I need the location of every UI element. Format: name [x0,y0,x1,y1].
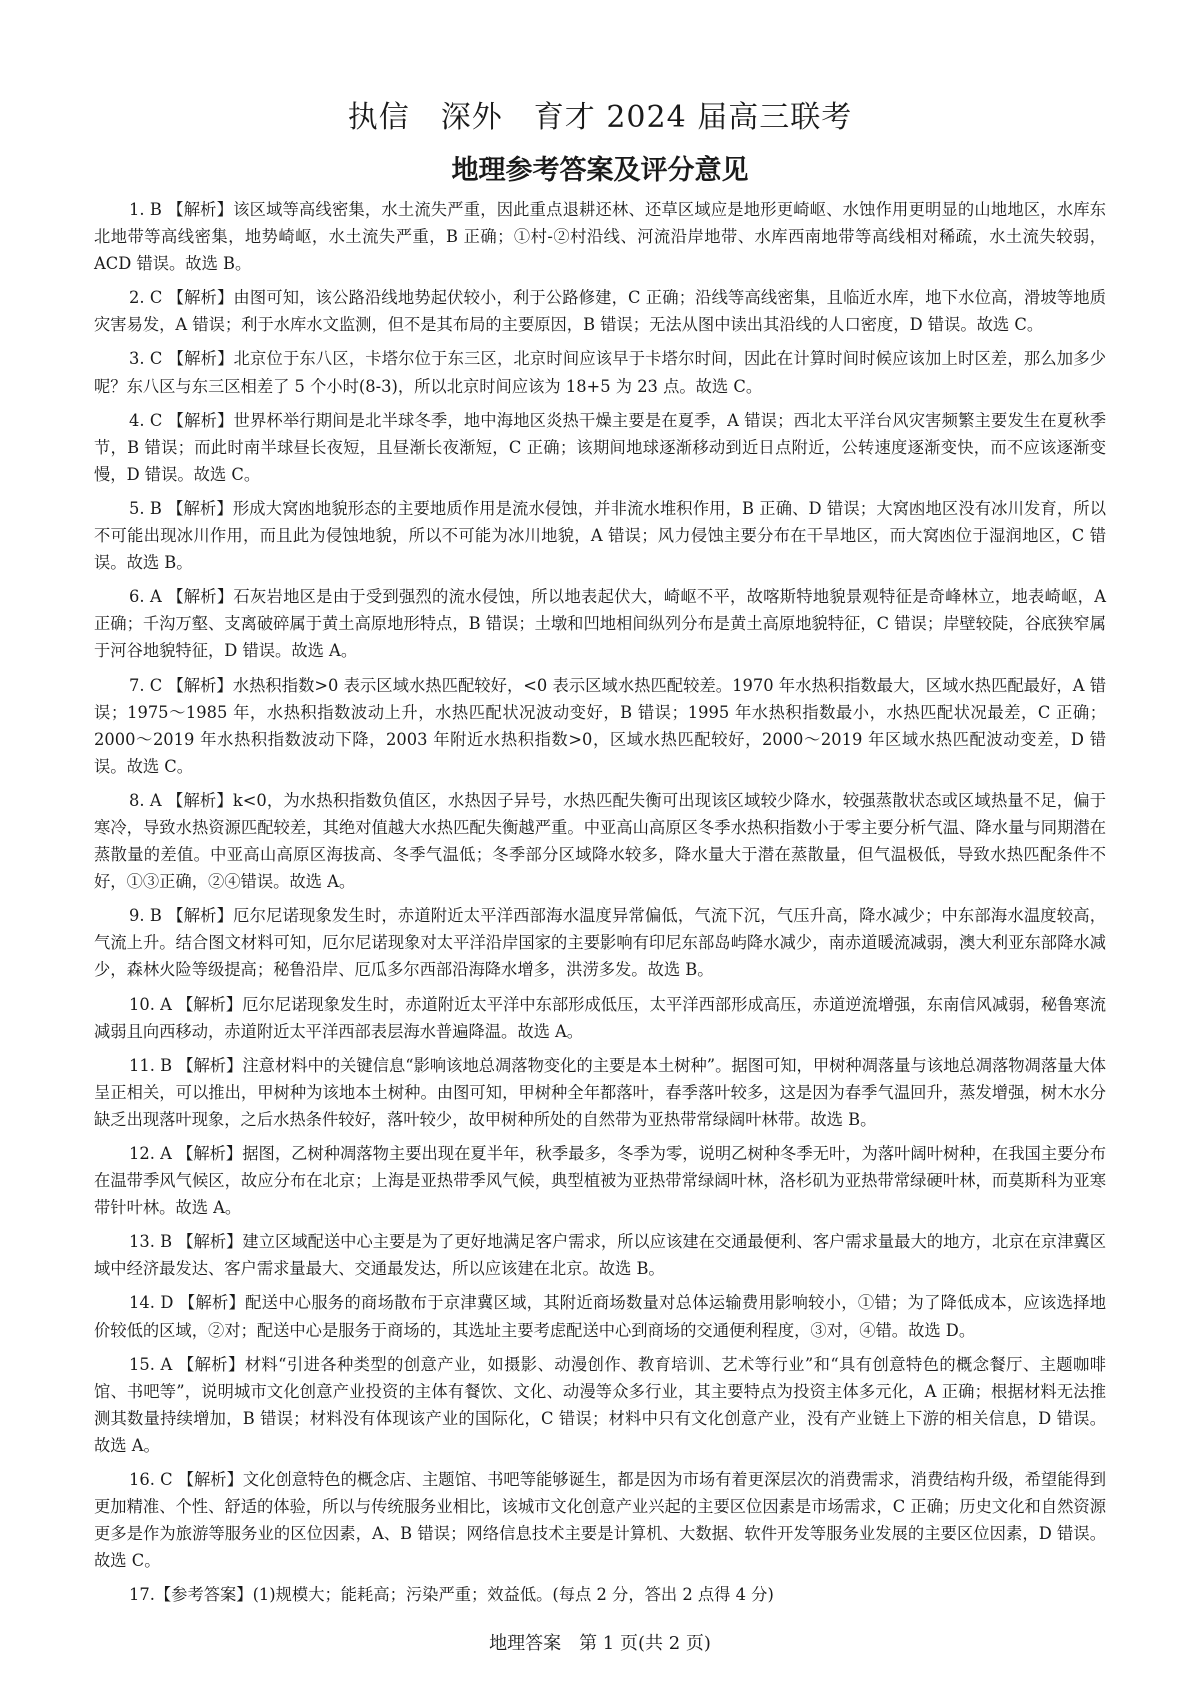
answer-list [94,196,1106,1616]
answer-item-11: 11. B 【解析】注意材料中的关键信息“影响该地总凋落物变化的主要是本土树种”。据图可知，甲树种凋落量与该地总凋落物凋落量大体呈正相关，可以推出，甲树种为该地本土树种。由图可知，甲树种全年都落叶，春季落叶较多，这是因为春季气温回升，蒸发增强，树木水分缺乏出现落叶现象，之后水热条件较好，落叶较少，故甲树种所处的自然带为亚热带常绿阔叶林带。故选 B。 [94,1055,1106,1129]
answer-item-3: 3. C 【解析】北京位于东八区，卡塔尔位于东三区，北京时间应该早于卡塔尔时间，因此在计算时间时候应该加上时区差，那么加多少呢？东八区与东三区相差了 5 个小时(8-3)，所以北京时间应该为 18+5 为 23 点。故选 C。 [94,349,1106,396]
answer-item-10: 10. A 【解析】厄尔尼诺现象发生时，赤道附近太平洋中东部形成低压，太平洋西部形成高压，赤道逆流增强，东南信风减弱，秘鲁寒流减弱且向西移动，赤道附近太平洋西部表层海水普遍降温。故选 A。 [94,994,1106,1041]
answer-item-14: 14. D 【解析】配送中心服务的商场散布于京津冀区域，其附近商场数量对总体运输费用影响较小，①错；为了降低成本，应该选择地价较低的区域，②对；配送中心是服务于商场的，其选址主要考虑配送中心到商场的交通便利程度，③对，④错。故选 D。 [94,1293,1106,1340]
answer-item-7: 7. C 【解析】水热积指数>0 表示区域水热匹配较好，<0 表示区域水热匹配较差。1970 年水热积指数最大，区域水热匹配最好，A 错误；1975～1985 年，水热积指数波动上升，水热匹配状况波动变好，B 错误；1995 年水热积指数最小，水热匹配状况最差，C 正确；2000～2019 年水热积指数波动下降，2003 年附近水热积指数>0，区域水热匹配较好，2000～2019 年区域水热匹配波动变差，D 错误。故选 C。 [94,675,1106,776]
answer-item-2: 2. C 【解析】由图可知，该公路沿线地势起伏较小，利于公路修建，C 正确；沿线等高线密集，且临近水库，地下水位高，滑坡等地质灾害易发，A 错误；利于水库水文监测，但不是其布局的主要原因，B 错误；无法从图中读出其沿线的人口密度，D 错误。故选 C。 [94,288,1106,335]
answer-item-5: 5. B 【解析】形成大窝凼地貌形态的主要地质作用是流水侵蚀，并非流水堆积作用，B 正确、D 错误；大窝凼地区没有冰川发育，所以不可能出现冰川作用，而且此为侵蚀地貌，所以不可能为冰川地貌，A 错误；风力侵蚀主要分布在干旱地区，而大窝凼位于湿润地区，C 错误。故选 B。 [94,498,1106,573]
page-footer: 地理答案 第 1 页(共 2 页) [489,1633,711,1654]
exam-title: 执信 深外 育才 2024 届高三联考 [347,100,853,135]
answer-item-8: 8. A 【解析】k<0，为水热积指数负值区，水热因子异号，水热匹配失衡可出现该区域较少降水，较强蒸散状态或区域热量不足，偏于寒冷，导致水热资源匹配较差，其绝对值越大水热匹配失衡越严重。中亚高山高原区冬季水热积指数小于零主要分析气温、降水量与同期潜在蒸散量的差值。中亚高山高原区海拔高、冬季气温低；冬季部分区域降水较多，降水量大于潜在蒸散量，但气温极低，导致水热匹配条件不好，①③正确，②④错误。故选 A。 [94,790,1106,892]
answer-item-15: 15. A 【解析】材料“引进各种类型的创意产业，如摄影、动漫创作、教育培训、艺术等行业”和“具有创意特色的概念餐厅、主题咖啡馆、书吧等”，说明城市文化创意产业投资的主体有餐饮、文化、动漫等众多行业，其主要特点为投资主体多元化，A 正确；根据材料无法推测其数量持续增加，B 错误；材料没有体现该产业的国际化，C 错误；材料中只有文化创意产业，没有产业链上下游的相关信息，D 错误。故选 A。 [94,1354,1106,1455]
answer-item-17: 17.【参考答案】(1)规模大；能耗高；污染严重；效益低。(每点 2 分，答出 2 点得 4 分) [129,1585,774,1605]
document-subtitle: 地理参考答案及评分意见 [451,155,749,186]
answer-item-6: 6. A 【解析】石灰岩地区是由于受到强烈的流水侵蚀，所以地表起伏大，崎岖不平，故喀斯特地貌景观特征是奇峰林立，地表崎岖，A 正确；千沟万壑、支离破碎属于黄土高原地形特点，B 错误；土墩和凹地相间纵列分布是黄土高原地貌特征，C 错误；岸壁较陡，谷底狭窄属于河谷地貌特征，D 错误。故选 A。 [94,587,1106,661]
answer-item-9: 9. B 【解析】厄尔尼诺现象发生时，赤道附近太平洋西部海水温度异常偏低，气流下沉，气压升高，降水减少；中东部海水温度较高，气流上升。结合图文材料可知，厄尔尼诺现象对太平洋沿岸国家的主要影响有印尼东部岛屿降水减少，南赤道暖流减弱，澳大利亚东部降水减少，森林火险等级提高；秘鲁沿岸、厄瓜多尔西部沿海降水增多，洪涝多发。故选 B。 [94,906,1106,980]
answer-item-4: 4. C 【解析】世界杯举行期间是北半球冬季，地中海地区炎热干燥主要是在夏季，A 错误；西北太平洋台风灾害频繁主要发生在夏秋季节，B 错误；而此时南半球昼长夜短，且昼渐长夜渐短，C 正确；该期间地球逐渐移动到近日点附近，公转速度逐渐变快，而不应该逐渐变慢，D 错误。故选 C。 [94,410,1106,484]
answer-item-16: 16. C 【解析】文化创意特色的概念店、主题馆、书吧等能够诞生，都是因为市场有着更深层次的消费需求，消费结构升级，希望能得到更加精准、个性、舒适的体验，所以与传统服务业相比，该城市文化创意产业兴起的主要区位因素是市场需求，C 正确；历史文化和自然资源更多是作为旅游等服务业的区位因素，A、B 错误；网络信息技术主要是计算机、大数据、软件开发等服务业发展的主要区位因素，D 错误。故选 C。 [94,1470,1106,1571]
answer-item-13: 13. B 【解析】建立区域配送中心主要是为了更好地满足客户需求，所以应该建在交通最便利、客户需求量最大的地方，北京在京津冀区域中经济最发达、客户需求量最大、交通最发达，所以应该建在北京。故选 B。 [94,1232,1106,1279]
answer-item-12: 12. A 【解析】据图，乙树种凋落物主要出现在夏半年，秋季最多，冬季为零，说明乙树种冬季无叶，为落叶阔叶树种，在我国主要分布在温带季风气候区，故应分布在北京；上海是亚热带季风气候，典型植被为亚热带常绿阔叶林，洛杉矶为亚热带常绿硬叶林，而莫斯科为亚寒带针叶林。故选 A。 [94,1144,1106,1218]
answer-item-1: 1. B 【解析】该区域等高线密集，水土流失严重，因此重点退耕还林、还草区域应是地形更崎岖、水蚀作用更明显的山地地区，水库东北地带等高线密集，地势崎岖，水土流失严重，B 正确；①村-②村沿线、河流沿岸地带、水库西南地带等高线相对稀疏，水土流失较弱，ACD 错误。故选 B。 [94,200,1106,274]
